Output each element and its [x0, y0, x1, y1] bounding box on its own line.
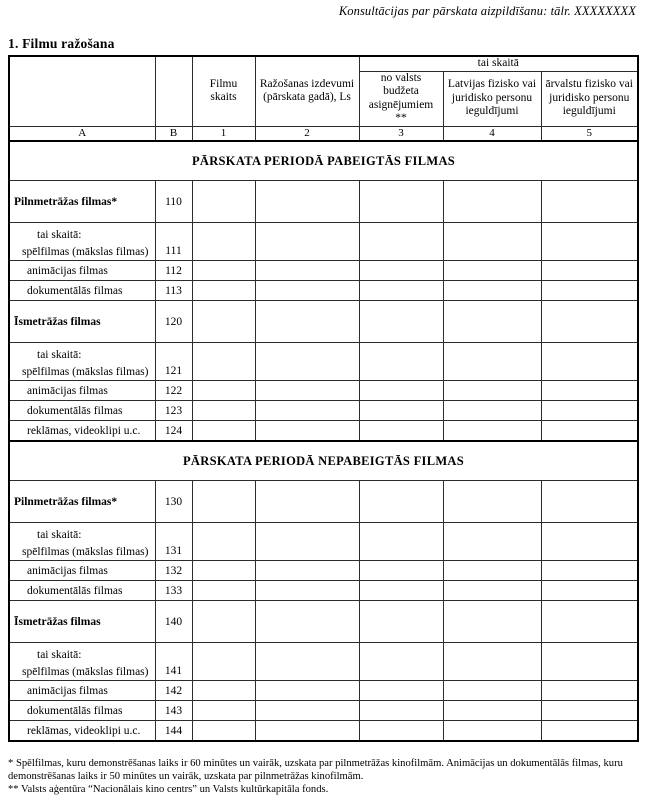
table-row-143 — [9, 701, 638, 721]
row-label: dokumentālās filmas — [9, 281, 155, 301]
table-row-112 — [9, 261, 638, 281]
value-cell-col5 — [541, 561, 638, 581]
row-label — [9, 523, 155, 561]
value-cell-col3 — [359, 281, 443, 301]
value-cell-col3 — [359, 381, 443, 401]
value-cell-col2 — [255, 261, 359, 281]
row-code: 112 — [155, 261, 192, 281]
row-prefix: tai skaitā: — [37, 649, 82, 662]
row-code: 133 — [155, 581, 192, 601]
value-cell-col5 — [541, 643, 638, 681]
row-label: Pilnmetrāžas filmas* — [9, 181, 155, 223]
header-cell-filmu-skaits: Filmu skaits — [192, 56, 255, 126]
table-row-120 — [9, 301, 638, 343]
index-cell-1: 1 — [192, 126, 255, 140]
value-cell-col3 — [359, 301, 443, 343]
table-row-113 — [9, 281, 638, 301]
value-cell-col4 — [443, 421, 541, 441]
value-cell-col5 — [541, 223, 638, 261]
row-label-text: spēlfilmas (mākslas filmas) — [22, 666, 149, 679]
table-row-122 — [9, 381, 638, 401]
table-row-140 — [9, 601, 638, 643]
value-cell-col2 — [255, 643, 359, 681]
header-cell-b-stub — [155, 56, 192, 126]
section-header-title: PĀRSKATA PERIODĀ NEPABEIGTĀS FILMAS — [9, 441, 638, 481]
value-cell-col2 — [255, 721, 359, 741]
value-cell-col4 — [443, 643, 541, 681]
value-cell-col4 — [443, 481, 541, 523]
table-row-131 — [9, 523, 638, 561]
value-cell-col4 — [443, 381, 541, 401]
value-cell-col3 — [359, 181, 443, 223]
table-row-141 — [9, 643, 638, 681]
value-cell-col1 — [192, 701, 255, 721]
value-cell-col3 — [359, 401, 443, 421]
value-cell-col5 — [541, 381, 638, 401]
value-cell-col4 — [443, 581, 541, 601]
section-header-row-1 — [9, 141, 638, 181]
value-cell-col5 — [541, 523, 638, 561]
row-prefix: tai skaitā: — [37, 229, 82, 242]
value-cell-col4 — [443, 181, 541, 223]
table-row-121 — [9, 343, 638, 381]
value-cell-col5 — [541, 281, 638, 301]
consultation-note: Konsultācijas par pārskata aizpildīšanu: tālr. XXXXXXXX — [338, 4, 636, 18]
value-cell-col3 — [359, 701, 443, 721]
value-cell-col2 — [255, 523, 359, 561]
footnotes — [8, 757, 637, 796]
header-cell-budzeta-asignejumiem: no valsts budžeta asignējumiem ** — [359, 71, 443, 126]
value-cell-col3 — [359, 261, 443, 281]
value-cell-col3 — [359, 561, 443, 581]
value-cell-col5 — [541, 721, 638, 741]
index-cell-4: 4 — [443, 126, 541, 140]
row-label — [9, 343, 155, 381]
row-label: reklāmas, videoklipi u.c. — [9, 421, 155, 441]
value-cell-col5 — [541, 481, 638, 523]
value-cell-col4 — [443, 721, 541, 741]
value-cell-col5 — [541, 681, 638, 701]
table-row-132 — [9, 561, 638, 581]
row-code: 123 — [155, 401, 192, 421]
value-cell-col1 — [192, 523, 255, 561]
value-cell-col3 — [359, 721, 443, 741]
header-row-index — [9, 126, 638, 140]
table-row-123 — [9, 401, 638, 421]
value-cell-col2 — [255, 481, 359, 523]
film-production-table — [8, 55, 639, 742]
row-code: 120 — [155, 301, 192, 343]
section-header-title: PĀRSKATA PERIODĀ PABEIGTĀS FILMAS — [9, 141, 638, 181]
header-cell-a-stub — [9, 56, 155, 126]
row-code: 131 — [155, 523, 192, 561]
value-cell-col4 — [443, 701, 541, 721]
value-cell-col5 — [541, 343, 638, 381]
table-row-124 — [9, 421, 638, 441]
header-cell-arvalstu-ieguldijumi: ārvalstu fizisko vai juridisko personu ieguldījumi — [541, 71, 638, 126]
value-cell-col1 — [192, 401, 255, 421]
value-cell-col5 — [541, 601, 638, 643]
value-cell-col1 — [192, 223, 255, 261]
table-row-144 — [9, 721, 638, 741]
row-label: animācijas filmas — [9, 561, 155, 581]
form-table-body — [9, 141, 638, 741]
value-cell-col5 — [541, 261, 638, 281]
value-cell-col5 — [541, 701, 638, 721]
index-cell-2: 2 — [255, 126, 359, 140]
value-cell-col5 — [541, 181, 638, 223]
row-label: animācijas filmas — [9, 261, 155, 281]
row-code: 113 — [155, 281, 192, 301]
row-prefix: tai skaitā: — [37, 529, 82, 542]
value-cell-col1 — [192, 261, 255, 281]
value-cell-col1 — [192, 721, 255, 741]
page-title: 1. Filmu ražošana — [8, 36, 115, 51]
value-cell-col1 — [192, 601, 255, 643]
value-cell-col4 — [443, 523, 541, 561]
value-cell-col2 — [255, 281, 359, 301]
row-code: 144 — [155, 721, 192, 741]
value-cell-col1 — [192, 581, 255, 601]
value-cell-col5 — [541, 301, 638, 343]
row-label-text: spēlfilmas (mākslas filmas) — [22, 246, 149, 259]
value-cell-col2 — [255, 401, 359, 421]
row-code: 132 — [155, 561, 192, 581]
value-cell-col3 — [359, 601, 443, 643]
footnote-pilnmetrazas: * Spēlfilmas, kuru demonstrēšanas laiks ir 60 minūtes un vairāk, uzskata par pilnmetrāžas kinofilmām. Animācijas un dokumentālās filmas, kuru demonstrēšanas laiks ir 50 minūtes un vairāk, uzskata par pilnmetrāžas kinofilmām. — [8, 757, 623, 783]
row-label: Īsmetrāžas filmas — [9, 601, 155, 643]
index-cell-3: 3 — [359, 126, 443, 140]
table-row-111 — [9, 223, 638, 261]
value-cell-col1 — [192, 181, 255, 223]
header-row-top — [9, 56, 638, 71]
value-cell-col4 — [443, 561, 541, 581]
row-code: 141 — [155, 643, 192, 681]
value-cell-col2 — [255, 381, 359, 401]
value-cell-col4 — [443, 281, 541, 301]
table-header — [9, 56, 638, 141]
table-row-130 — [9, 481, 638, 523]
value-cell-col4 — [443, 301, 541, 343]
value-cell-col2 — [255, 601, 359, 643]
index-cell-5: 5 — [541, 126, 638, 140]
value-cell-col2 — [255, 343, 359, 381]
row-label — [9, 223, 155, 261]
row-code: 110 — [155, 181, 192, 223]
index-cell-a: A — [9, 126, 155, 140]
value-cell-col3 — [359, 343, 443, 381]
value-cell-col1 — [192, 301, 255, 343]
value-cell-col3 — [359, 523, 443, 561]
value-cell-col4 — [443, 223, 541, 261]
table-row-133 — [9, 581, 638, 601]
row-code: 130 — [155, 481, 192, 523]
section-header-row-2 — [9, 441, 638, 481]
value-cell-col2 — [255, 421, 359, 441]
row-code: 140 — [155, 601, 192, 643]
value-cell-col1 — [192, 343, 255, 381]
value-cell-col2 — [255, 701, 359, 721]
value-cell-col5 — [541, 581, 638, 601]
value-cell-col1 — [192, 643, 255, 681]
row-code: 143 — [155, 701, 192, 721]
value-cell-col2 — [255, 223, 359, 261]
row-label: dokumentālās filmas — [9, 401, 155, 421]
value-cell-col2 — [255, 581, 359, 601]
row-code: 124 — [155, 421, 192, 441]
table-row-110 — [9, 181, 638, 223]
value-cell-col2 — [255, 181, 359, 223]
row-code: 111 — [155, 223, 192, 261]
header-cell-razosanas-izdevumi: Ražošanas izdevumi (pārskata gadā), Ls — [255, 56, 359, 126]
row-code: 142 — [155, 681, 192, 701]
value-cell-col1 — [192, 561, 255, 581]
value-cell-col1 — [192, 681, 255, 701]
value-cell-col4 — [443, 601, 541, 643]
row-prefix: tai skaitā: — [37, 349, 82, 362]
row-label: dokumentālās filmas — [9, 701, 155, 721]
row-label: animācijas filmas — [9, 681, 155, 701]
value-cell-col4 — [443, 343, 541, 381]
value-cell-col3 — [359, 581, 443, 601]
value-cell-col1 — [192, 381, 255, 401]
value-cell-col5 — [541, 401, 638, 421]
footnote-valsts-agentura: ** Valsts aģentūra “Nacionālais kino centrs” un Valsts kultūrkapitāla fonds. — [8, 784, 329, 796]
value-cell-col3 — [359, 643, 443, 681]
value-cell-col1 — [192, 281, 255, 301]
value-cell-col2 — [255, 681, 359, 701]
index-cell-b: B — [155, 126, 192, 140]
value-cell-col3 — [359, 421, 443, 441]
row-code: 121 — [155, 343, 192, 381]
value-cell-col2 — [255, 561, 359, 581]
row-label: Pilnmetrāžas filmas* — [9, 481, 155, 523]
value-cell-col4 — [443, 261, 541, 281]
row-code: 122 — [155, 381, 192, 401]
value-cell-col1 — [192, 421, 255, 441]
row-label: animācijas filmas — [9, 381, 155, 401]
row-label: Īsmetrāžas filmas — [9, 301, 155, 343]
row-label-text: spēlfilmas (mākslas filmas) — [22, 546, 149, 559]
value-cell-col3 — [359, 681, 443, 701]
value-cell-col3 — [359, 481, 443, 523]
value-cell-col4 — [443, 401, 541, 421]
table-row-142 — [9, 681, 638, 701]
row-label — [9, 643, 155, 681]
value-cell-col1 — [192, 481, 255, 523]
header-cell-latvijas-ieguldijumi: Latvijas fizisko vai juridisko personu ieguldījumi — [443, 71, 541, 126]
row-label-text: spēlfilmas (mākslas filmas) — [22, 366, 149, 379]
row-label: reklāmas, videoklipi u.c. — [9, 721, 155, 741]
header-cell-tai-skaita: tai skaitā — [359, 56, 638, 71]
value-cell-col5 — [541, 421, 638, 441]
value-cell-col2 — [255, 301, 359, 343]
row-label: dokumentālās filmas — [9, 581, 155, 601]
value-cell-col3 — [359, 223, 443, 261]
value-cell-col4 — [443, 681, 541, 701]
